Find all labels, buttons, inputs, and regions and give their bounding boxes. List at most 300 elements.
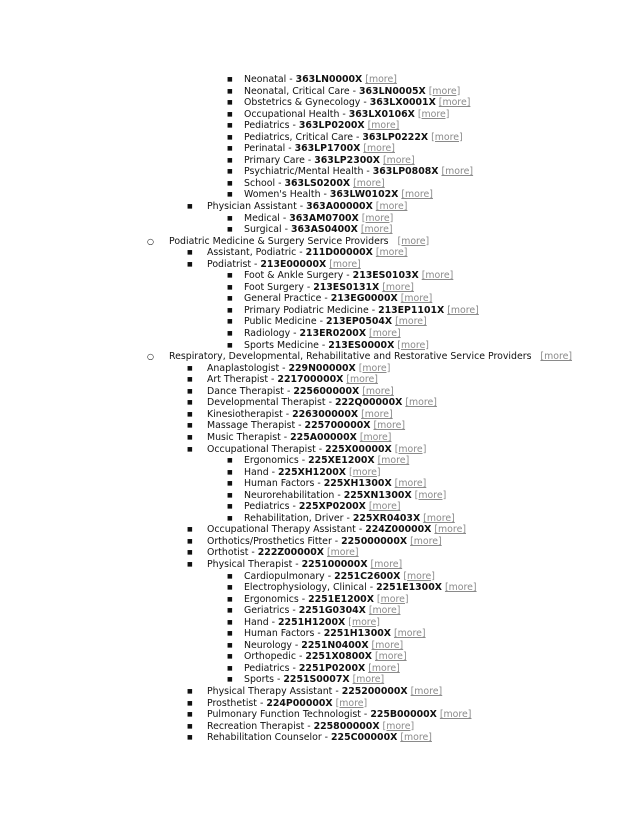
- specialty-item: [0, 651, 638, 663]
- square-bullet-icon: ■: [227, 468, 233, 476]
- more-link[interactable]: [more]: [394, 443, 427, 455]
- specialty-item: [0, 640, 638, 652]
- square-bullet-icon: ■: [227, 179, 233, 187]
- item-label: Radiology -: [244, 328, 300, 340]
- taxonomy-code: 363LP0200X: [298, 120, 365, 132]
- item-label: Music Therapist -: [207, 431, 291, 443]
- specialty-item: [0, 270, 638, 282]
- square-bullet-icon: ■: [227, 330, 233, 338]
- more-link[interactable]: [more]: [353, 177, 385, 189]
- more-link[interactable]: [more]: [383, 154, 415, 166]
- item-label: Obstetrics & Gynecology -: [244, 97, 370, 109]
- more-link[interactable]: [more]: [400, 732, 432, 744]
- more-link[interactable]: [more]: [394, 478, 427, 490]
- specialty-item: [0, 490, 638, 502]
- more-link[interactable]: [more]: [410, 535, 442, 547]
- taxonomy-code: 222Z00000X: [257, 547, 324, 559]
- square-bullet-icon: ■: [227, 145, 233, 153]
- more-link[interactable]: [more]: [423, 512, 455, 524]
- more-link[interactable]: [more]: [346, 374, 378, 386]
- square-bullet-icon: ■: [187, 364, 193, 372]
- item-label: Neurorehabilitation -: [244, 489, 344, 501]
- item-text: [244, 213, 393, 225]
- square-bullet-icon: ■: [227, 99, 233, 107]
- more-link[interactable]: [more]: [360, 224, 393, 236]
- more-link[interactable]: [more]: [363, 143, 395, 155]
- item-label: Recreation Therapist -: [207, 720, 314, 732]
- taxonomy-code: 363LP0222X: [362, 131, 429, 143]
- provider-item: [0, 732, 638, 744]
- item-label: Sports Medicine -: [244, 339, 329, 351]
- square-bullet-icon: ■: [187, 560, 193, 568]
- item-label: Developmental Therapist -: [207, 397, 335, 409]
- taxonomy-code: 2251C2600X: [334, 570, 401, 582]
- item-label: Rehabilitation, Driver -: [244, 512, 353, 524]
- taxonomy-code: 363LS0200X: [284, 177, 351, 189]
- taxonomy-code: 211D00000X: [305, 247, 373, 259]
- item-text: [244, 674, 384, 686]
- circle-bullet-icon: ○: [147, 236, 154, 246]
- item-label: Pediatrics -: [244, 120, 299, 132]
- more-link[interactable]: [more]: [335, 697, 368, 709]
- specialty-item: [0, 213, 638, 225]
- taxonomy-code: 224Z00000X: [365, 524, 432, 536]
- more-link[interactable]: [more]: [375, 247, 408, 259]
- square-bullet-icon: ■: [227, 676, 233, 684]
- specialty-item: [0, 189, 638, 201]
- item-label: Orthotics/Prosthetics Fitter -: [207, 535, 342, 547]
- square-bullet-icon: ■: [227, 87, 233, 95]
- item-label: Surgical -: [244, 224, 291, 236]
- more-link[interactable]: [more]: [362, 385, 394, 397]
- square-bullet-icon: ■: [227, 491, 233, 499]
- taxonomy-code: 2251X0800X: [305, 651, 373, 663]
- item-label: Occupational Therapist -: [207, 443, 326, 455]
- item-text: [207, 247, 407, 259]
- item-label: Respiratory, Developmental, Rehabilitative and Restorative Service Providers: [169, 351, 532, 363]
- square-bullet-icon: ■: [227, 110, 233, 118]
- item-label: Anaplastologist -: [207, 362, 289, 374]
- specialty-item: [0, 132, 638, 144]
- specialty-item: [0, 340, 638, 352]
- more-link[interactable]: [more]: [421, 270, 454, 282]
- specialty-item: [0, 328, 638, 340]
- square-bullet-icon: ■: [187, 399, 193, 407]
- more-link[interactable]: [more]: [382, 281, 414, 293]
- square-bullet-icon: ■: [227, 133, 233, 141]
- more-link[interactable]: [more]: [410, 685, 443, 697]
- specialty-item: [0, 594, 638, 606]
- circle-bullet-icon: ○: [147, 352, 154, 362]
- item-text: [169, 236, 429, 248]
- item-label: Pediatrics, Critical Care -: [244, 131, 363, 143]
- taxonomy-code: 213EG0000X: [330, 293, 398, 305]
- taxonomy-code: 213EP0504X: [325, 316, 393, 328]
- more-link[interactable]: [more]: [444, 582, 477, 594]
- more-link[interactable]: [more]: [368, 662, 400, 674]
- item-text: [207, 698, 367, 710]
- taxonomy-code: 225700000X: [304, 420, 371, 432]
- square-bullet-icon: ■: [227, 664, 233, 672]
- specialty-item: [0, 74, 638, 86]
- item-label: Podiatric Medicine & Surgery Service Providers: [169, 235, 389, 247]
- item-text: [244, 605, 400, 617]
- item-text: [244, 571, 435, 583]
- taxonomy-code: 363LN0005X: [359, 85, 426, 97]
- square-bullet-icon: ■: [227, 607, 233, 615]
- item-text: [244, 640, 403, 652]
- square-bullet-icon: ■: [227, 214, 233, 222]
- taxonomy-list: [0, 74, 638, 744]
- square-bullet-icon: ■: [187, 433, 193, 441]
- item-text: [244, 594, 409, 606]
- more-link[interactable]: [more]: [348, 616, 380, 628]
- item-text: [244, 478, 426, 490]
- item-label: Occupational Health -: [244, 108, 349, 120]
- taxonomy-code: 225B00000X: [370, 709, 437, 721]
- more-link[interactable]: [more]: [371, 639, 404, 651]
- specialty-item: [0, 86, 638, 98]
- more-link[interactable]: [more]: [368, 605, 401, 617]
- provider-item: [0, 686, 638, 698]
- specialty-item: [0, 224, 638, 236]
- more-link[interactable]: [more]: [373, 420, 406, 432]
- square-bullet-icon: ■: [187, 722, 193, 730]
- more-link[interactable]: [more]: [352, 674, 385, 686]
- specialty-item: [0, 455, 638, 467]
- item-text: [169, 351, 572, 363]
- taxonomy-code: 2251P0200X: [298, 662, 366, 674]
- item-text: [207, 524, 466, 536]
- taxonomy-code: 225600000X: [293, 385, 360, 397]
- item-text: [244, 224, 393, 236]
- item-label: Electrophysiology, Clinical -: [244, 582, 377, 594]
- taxonomy-code: 363A00000X: [306, 201, 373, 213]
- square-bullet-icon: ■: [227, 306, 233, 314]
- taxonomy-code: 363LP1700X: [294, 143, 361, 155]
- item-label: General Practice -: [244, 293, 331, 305]
- item-text: [244, 132, 463, 144]
- specialty-item: [0, 467, 638, 479]
- specialty-item: [0, 282, 638, 294]
- provider-item: [0, 721, 638, 733]
- item-label: Perinatal -: [244, 143, 295, 155]
- item-text: [207, 444, 426, 456]
- item-label: Physical Therapist -: [207, 558, 302, 570]
- item-text: [207, 709, 471, 721]
- item-text: [207, 686, 442, 698]
- more-link[interactable]: [more]: [358, 362, 391, 374]
- provider-item: [0, 374, 638, 386]
- square-bullet-icon: ■: [227, 595, 233, 603]
- item-label: Hand -: [244, 466, 279, 478]
- more-link[interactable]: [more]: [329, 258, 361, 270]
- more-link[interactable]: [more]: [434, 524, 466, 536]
- provider-item: [0, 444, 638, 456]
- provider-item: [0, 547, 638, 559]
- specialty-item: [0, 120, 638, 132]
- taxonomy-code: 225A00000X: [290, 431, 357, 443]
- item-text: [244, 143, 395, 155]
- item-label: Ergonomics -: [244, 593, 309, 605]
- item-text: [244, 501, 401, 513]
- item-label: Foot & Ankle Surgery -: [244, 270, 353, 282]
- taxonomy-code: 225100000X: [301, 558, 368, 570]
- category-item: [0, 236, 638, 248]
- taxonomy-code: 226300000X: [292, 408, 359, 420]
- more-link[interactable]: [more]: [441, 166, 474, 178]
- item-label: Ergonomics -: [244, 455, 309, 467]
- square-bullet-icon: ■: [187, 549, 193, 557]
- taxonomy-code: 225XH1200X: [278, 466, 346, 478]
- provider-item: [0, 559, 638, 571]
- more-link[interactable]: [more]: [400, 293, 433, 305]
- item-label: Pulmonary Function Technologist -: [207, 709, 371, 721]
- item-label: Rehabilitation Counselor -: [207, 732, 332, 744]
- item-label: Orthopedic -: [244, 651, 306, 663]
- square-bullet-icon: ■: [227, 503, 233, 511]
- more-link[interactable]: [more]: [393, 628, 426, 640]
- taxonomy-code: 213ES0000X: [328, 339, 395, 351]
- taxonomy-code: 213EP1101X: [378, 304, 445, 316]
- item-text: [244, 328, 401, 340]
- specialty-item: [0, 316, 638, 328]
- square-bullet-icon: ■: [227, 156, 233, 164]
- item-label: Psychiatric/Mental Health -: [244, 166, 373, 178]
- taxonomy-code: 213ES0131X: [313, 281, 380, 293]
- item-label: Hand -: [244, 616, 279, 628]
- more-link[interactable]: [more]: [431, 131, 463, 143]
- square-bullet-icon: ■: [227, 318, 233, 326]
- item-text: [207, 363, 390, 375]
- taxonomy-code: 225800000X: [313, 720, 380, 732]
- taxonomy-code: 225X00000X: [325, 443, 392, 455]
- square-bullet-icon: ■: [227, 480, 233, 488]
- taxonomy-code: 363AM0700X: [289, 212, 359, 224]
- item-label: Human Factors -: [244, 478, 324, 490]
- square-bullet-icon: ■: [187, 687, 193, 695]
- item-label: Geriatrics -: [244, 605, 299, 617]
- specialty-item: [0, 155, 638, 167]
- item-label: Primary Podiatric Medicine -: [244, 304, 379, 316]
- more-link[interactable]: [more]: [326, 547, 359, 559]
- more-link[interactable]: [more]: [369, 328, 401, 340]
- item-text: [244, 651, 407, 663]
- square-bullet-icon: ■: [227, 283, 233, 291]
- taxonomy-code: 363LP0808X: [372, 166, 439, 178]
- more-link[interactable]: [more]: [403, 570, 435, 582]
- more-link[interactable]: [more]: [359, 431, 392, 443]
- more-link[interactable]: [more]: [370, 558, 403, 570]
- item-label: Orthotist -: [207, 547, 258, 559]
- taxonomy-code: 222Q00000X: [334, 397, 403, 409]
- square-bullet-icon: ■: [227, 295, 233, 303]
- more-link[interactable]: [more]: [367, 120, 400, 132]
- taxonomy-code: 363LX0106X: [348, 108, 415, 120]
- taxonomy-code: 363LP2300X: [314, 154, 381, 166]
- taxonomy-code: 225C00000X: [331, 732, 398, 744]
- item-text: [244, 628, 426, 640]
- square-bullet-icon: ■: [187, 422, 193, 430]
- square-bullet-icon: ■: [187, 526, 193, 534]
- square-bullet-icon: ■: [227, 191, 233, 199]
- item-text: [207, 547, 359, 559]
- specialty-item: [0, 571, 638, 583]
- item-text: [207, 374, 378, 386]
- taxonomy-code: 224P00000X: [266, 697, 333, 709]
- taxonomy-code: 2251H1300X: [323, 628, 391, 640]
- taxonomy-code: 2251S0007X: [283, 674, 350, 686]
- item-label: Women's Health -: [244, 189, 330, 201]
- provider-item: [0, 432, 638, 444]
- item-text: [207, 721, 414, 733]
- more-link[interactable]: [more]: [428, 85, 461, 97]
- taxonomy-code: 363LW0102X: [329, 189, 399, 201]
- square-bullet-icon: ■: [187, 537, 193, 545]
- item-text: [207, 397, 437, 409]
- more-link[interactable]: [more]: [401, 189, 433, 201]
- item-label: Public Medicine -: [244, 316, 326, 328]
- square-bullet-icon: ■: [187, 387, 193, 395]
- more-link[interactable]: [more]: [375, 201, 408, 213]
- specialty-item: [0, 178, 638, 190]
- provider-item: [0, 201, 638, 213]
- more-link[interactable]: [more]: [417, 108, 450, 120]
- more-link[interactable]: [more]: [414, 489, 447, 501]
- item-text: [244, 467, 381, 479]
- specialty-item: [0, 513, 638, 525]
- specialty-item: [0, 582, 638, 594]
- item-text: [244, 617, 380, 629]
- more-link[interactable]: [more]: [405, 397, 437, 409]
- item-text: [207, 536, 442, 548]
- more-link[interactable]: [more]: [361, 212, 394, 224]
- taxonomy-code: 225XR0403X: [352, 512, 421, 524]
- item-label: Human Factors -: [244, 628, 324, 640]
- taxonomy-code: 2251G0304X: [298, 605, 366, 617]
- provider-item: [0, 524, 638, 536]
- item-text: [244, 582, 477, 594]
- provider-item: [0, 247, 638, 259]
- item-text: [244, 455, 409, 467]
- taxonomy-code: 213E00000X: [260, 258, 327, 270]
- item-text: [244, 513, 455, 525]
- item-text: [244, 293, 432, 305]
- taxonomy-code: 2251E1300X: [376, 582, 442, 594]
- item-text: [244, 86, 460, 98]
- item-text: [244, 663, 400, 675]
- specialty-item: [0, 674, 638, 686]
- item-label: Occupational Therapy Assistant -: [207, 524, 366, 536]
- category-item: [0, 351, 638, 363]
- square-bullet-icon: ■: [187, 699, 193, 707]
- more-link[interactable]: [more]: [447, 304, 479, 316]
- more-link[interactable]: [more]: [361, 408, 393, 420]
- square-bullet-icon: ■: [227, 630, 233, 638]
- specialty-item: [0, 663, 638, 675]
- more-link[interactable]: [more]: [375, 651, 407, 663]
- item-text: [244, 189, 433, 201]
- item-text: [207, 259, 361, 271]
- square-bullet-icon: ■: [187, 410, 193, 418]
- item-label: Dance Therapist -: [207, 385, 294, 397]
- square-bullet-icon: ■: [227, 272, 233, 280]
- item-text: [207, 559, 402, 571]
- more-link[interactable]: [more]: [397, 339, 429, 351]
- square-bullet-icon: ■: [187, 249, 193, 257]
- more-link[interactable]: [more]: [382, 720, 415, 732]
- square-bullet-icon: ■: [227, 226, 233, 234]
- item-label: Physician Assistant -: [207, 201, 307, 213]
- specialty-item: [0, 97, 638, 109]
- square-bullet-icon: ■: [227, 341, 233, 349]
- item-label: Physical Therapy Assistant -: [207, 685, 342, 697]
- taxonomy-code: 213ES0103X: [352, 270, 419, 282]
- taxonomy-code: 363AS0400X: [291, 224, 358, 236]
- more-link[interactable]: [more]: [439, 709, 472, 721]
- taxonomy-code: 2251N0400X: [301, 639, 369, 651]
- item-label: Podiatrist -: [207, 258, 261, 270]
- item-label: Pediatrics -: [244, 662, 299, 674]
- item-label: Neonatal -: [244, 74, 296, 85]
- more-link[interactable]: [more]: [368, 501, 401, 513]
- more-link[interactable]: [more]: [395, 316, 427, 328]
- more-link[interactable]: [more]: [377, 455, 410, 467]
- item-text: [207, 732, 432, 744]
- taxonomy-code: 213ER0200X: [299, 328, 367, 340]
- specialty-item: [0, 605, 638, 617]
- square-bullet-icon: ■: [187, 203, 193, 211]
- more-link[interactable]: [more]: [376, 593, 409, 605]
- item-text: [244, 166, 473, 178]
- more-link[interactable]: [more]: [438, 97, 471, 109]
- specialty-item: [0, 478, 638, 490]
- item-text: [244, 340, 429, 352]
- specialty-item: [0, 109, 638, 121]
- specialty-item: [0, 293, 638, 305]
- item-label: Sports -: [244, 674, 284, 686]
- specialty-item: [0, 143, 638, 155]
- more-link[interactable]: [more]: [540, 351, 573, 363]
- taxonomy-code: 225XN1300X: [343, 489, 412, 501]
- specialty-item: [0, 166, 638, 178]
- item-label: Art Therapist -: [207, 374, 278, 386]
- item-label: Foot Surgery -: [244, 281, 314, 293]
- specialty-item: [0, 617, 638, 629]
- item-label: Pediatrics -: [244, 501, 299, 513]
- item-label: Prosthetist -: [207, 697, 267, 709]
- provider-item: [0, 420, 638, 432]
- taxonomy-code: 363LN0000X: [295, 74, 363, 85]
- item-text: [244, 74, 397, 86]
- square-bullet-icon: ■: [227, 514, 233, 522]
- taxonomy-code: 225200000X: [341, 685, 408, 697]
- square-bullet-icon: ■: [227, 618, 233, 626]
- taxonomy-code: 225000000X: [341, 535, 408, 547]
- taxonomy-code: 225XH1300X: [323, 478, 392, 490]
- provider-item: [0, 409, 638, 421]
- item-text: [244, 316, 427, 328]
- taxonomy-code: 225XE1200X: [308, 455, 375, 467]
- provider-item: [0, 363, 638, 375]
- square-bullet-icon: ■: [227, 76, 233, 83]
- square-bullet-icon: ■: [227, 641, 233, 649]
- item-text: [244, 178, 385, 190]
- more-link[interactable]: [more]: [397, 235, 430, 247]
- more-link[interactable]: [more]: [365, 74, 397, 85]
- item-text: [244, 120, 399, 132]
- more-link[interactable]: [more]: [348, 466, 381, 478]
